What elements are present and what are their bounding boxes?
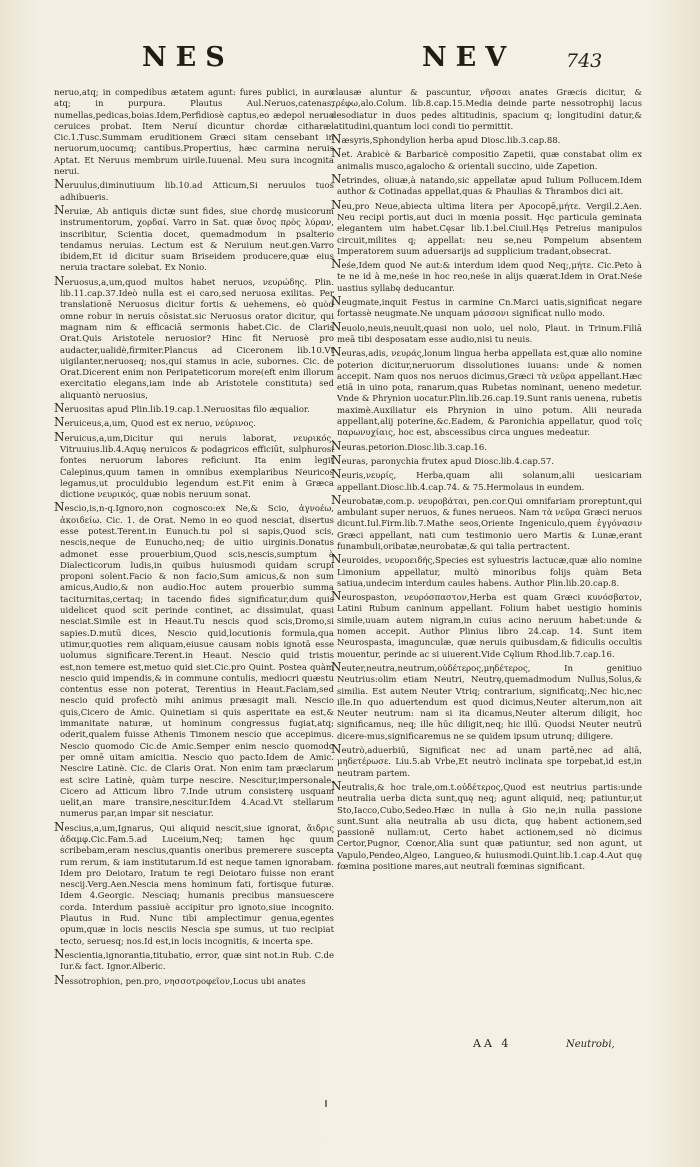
dictionary-entry: Neuroides, νευροειδής,Species est syluestris lactucæ,quæ alio nomine Limonium appellatur, multò minoribus folijs quàm Beta satiua,undecim interdum caules habens. Author Plin.lib.20.cap.8. — [331, 552, 642, 589]
dictionary-entry: Net. Arabicè & Barbaricè compositio Zapetii, quæ constabat olim ex animalis musco,agalocho & orientali succino, uide Zapetion. — [331, 146, 642, 172]
dictionary-entry: Neuras,adis, νευράς,lonum lingua herba appellata est,quæ alio nomine poterion dicitur,neruorum dissolutiones iuuans: unde & nomen accepit. Nam quos nos neruos dicimus,Græci τὰ νεῦρα appellant.Hæc etiā in uino pota, ranarum,quas Rubetas nominant, ueneno medetur. Vnde & Phrynion uocatur.Plin.lib.26.cap.19.Sunt ranis uenena, rubetis maximè.Auxiliatur eis Phrynion in uino potum. Alii neurada appellant,alij poterine,&c.Eadem, & Paronichia appellatur, quod τοῖς παρωνυχίαις, hoc est, abscessibus circa ungues medeatur. — [331, 345, 642, 439]
catchword: Neutrobi, — [566, 1039, 615, 1050]
dictionary-entry: Neu,pro Neue,abiecta ultima litera per Apocopē,μήτε. Vergil.2.Aen. Neu recipi portis,aut duci in mœnia possit. Hęc particula geminata elegantem uim habet.Cęsar lib.1.bel.Ciuil.Hęs Petreius manipulos circuit,milites q; appellat: neu se,neu Pompeium absentem Imperatorem suum aduersarijs ad supplicium tradant,obsecrat. — [331, 197, 642, 257]
dictionary-entry: Neruiæ, Ab antiquis dictæ sunt fides, siue chordę musicorum instrumentorum, χορδαί. Varro in Sat. quæ ὄνος πρὸς λύραν, inscribitur, Scientia docet, quemadmodum in psalterio tendamus neruias. Lectum est & Neruium neut.gen.Varro ibidem,Et id dicitur suam Briseidem producere,quæ eius neruia tractare solebat. Ex Nonio. — [54, 202, 334, 274]
dictionary-entry: Neurobatæ,com.p. νευροβάται, pen.cor.Qui omnifariam proreptunt,qui ambulant super neruos, & funes nerueos. Nam τὰ νεῦρα Græci neruos dicunt.Iul.Firm.lib.7.Mathe seos,Oriente Ingeniculo,quem ἐγγόνασιν Græci appellant, nati cum testimonio uero Martis & Lunæ,erant funambuli,oribatæ,neurobatæ,& qui talia pertractent. — [331, 492, 642, 552]
margin-mark — [325, 1100, 327, 1107]
dictionary-entry: Nescio,is,n-q.Ignoro,non cognosco:ex Ne,& Scio, ἀγνοέω, ἀκοιδείω. Cic. 1. de Orat. Nemo in eo quod nesciat, disertus esse potest.Terent.in Eunuch.tu pol si sapis,Quod scis, nescis,neque de Eunucho,neq; de uitio uirginis.Donatus admonet esse prouerbium,Quod scis,nescis,sumptum à Dialecticorum ludis,in quibus huiusmodi quidam scrupi proponi solent.Facio & non facio,Sum amicus,& non sum amicus,Audio,& non audio.Hoc autem prouerbio summa taciturnitas,certaq; in tacendo fides significatur,dum quis uidelicet quod scit perinde continet, ac dissimulat, quasi nesciat.Simile est in Heaut.Tu nescis quod scis,Dromo,si sapies.D.mutū dices, Nescio quid,locutionis formula,qua utimur,quoties rem aliquam,eiusue causam nobis ignotā esse uolumus significare.Terent.in Heaut. Nescio quid tristis est,non temere est,metuo quid siet.Cic.pro Quint. Postea quàm nescio quid impendis,& in commune contulis, mediocri quæstu contentus esse non poterat, Terentius in Heaut.Faciam,sed nescio quid profectò mihi animus præsagit mali. Nescio quis,Cicero de Amic. Quinetiam si quis asperitate ea est,& immanitate naturæ, ut hominum congressus fugiat,atq; oderit,qualem fuisse Athenis Timonem nescio que accepimus. Nescio quomodo Cic.de Amic.Semper enim nescio quomodo per omnē uitam amicitia. Nescio quo pacto.Idem de Amic. Nescire Latinè. Cic. de Claris Orat. Non enim tam præclarum est scire Latinè, quàm turpe nescire. Nescitur,impersonale. Cicero ad Atticum libro 7.Inde utrum consisterę usquam uelit,an mare transire,nescitur.Idem 4.Acad.Vt stellarum numerus par,an impar sit nesciatur. — [54, 500, 334, 820]
dictionary-entry: Neruosus,a,um,quod multos habet neruos, νευρώδης. Plin. lib.11.cap.37.Ideò nulla est ei caro,sed neruosa exilitas. Per translationē Neruosus dicitur fortis & uehemens, eò quòd omne robur in neruis cōsistat.sic Neruosus orator dicitur, qui magnam nim & efficaciā sermonis habet.Cic. de Claris Orat.Quis Aristotele neruosior? Hinc fit Neruosè pro audacter,ualidè,firmiter.Plancus ad Ciceronem lib.10.Vt uigilanter,neruoseq; nos,qui stamus in acie, subornes. Cic. de Orat.Dicerent enim non Peripateticorum more(eft enim illorum exercitatio elegans,iam inde ab Aristotele constituta) sed aliquantò neruosius, — [54, 273, 334, 401]
dictionary-entry: Neurospaston, νευρόσπαστον,Herba est quam Græci κυνόσβατον, Latini Rubum caninum appellant. Folium habet uestigio hominis simile,uuam autem nigram,in cuius acino neruum habet:unde & nomen accepit. Author Plinius libro 24.cap. 14. Sunt item Neurospasta, imagunculæ, quæ neruis quibusdam,& fidiculis occultis mouentur, perinde ac si uiuerent.Vide Cęlium Rhod.lib.7.cap.16. — [331, 589, 642, 660]
dictionary-entry: Nescientia,ignorantia,titubatio, error, quæ sint not.in Rub. C.de Iur.& fact. Ignor.Alberic. — [54, 946, 334, 973]
dictionary-entry: Neutrò,aduerbiū, Significat nec ad unam partē,nec ad aliā, μηδετέρωσε. Liu.5.ab Vrbe,Et neutrò inclinata spe torpebat,id est,in neutram partem. — [331, 742, 642, 779]
dictionary-entry: Neutralis,& hoc trale,om.t.οὐδέτερος,Quod est neutrius partis:unde neutralia uerba dicta sunt,quę neq; agunt aliquid, neq; patiuntur,ut Sto,Iacco,Cubo,Sedeo.Hæc in nulla à Gio ne,in nulla passione sunt.Sunt alia neutralia ab usu dicta, quę habent actionem,sed passionē nullam:ut, Certo habet actionem,sed nò dicimus Certor,Pugnor, Cœnor,Alia sunt quæ patiuntur, sed non agunt, ut Vapulo,Pendeo,Algeo, Langueo,& huiusmodi.Quint.lib.1.cap.4.Aut quę fœmina positione mares,aut neutrali fœminas significant. — [331, 778, 642, 872]
dictionary-entry: Neuras, paronychia frutex apud Diosc.lib.4.cap.57. — [331, 452, 554, 467]
dictionary-entry: Neuter,neutra,neutrum,οὐδέτερος,μηδέτερος, In genitiuo Neutrius:olim etiam Neutri, Neutrę,quemadmodum Nullus,Solus,& similia. Est autem Neuter Vtriq; contrarium, significatq;.Nec hic,nec ille.In quo aduertendum est quod dicimus,Neuter alterum,non ait Neuter neutrum: nam si ita dicamus,Neuter alterum diligit, hoc significamus, neq; ille hūc diligit,neq; hic illū. Quodsi Neuter neutrū dicere-mus,significaremus ne se quidem ipsum utrunq; diligere. — [331, 659, 642, 742]
dictionary-entry: clausæ aluntur & pascuntur, νῆσσαι anates Græcis dicitur, & τρέφω,alo.Colum. lib.8.cap.15.Media deinde parte nessotrophij lacus desodiatur in duos pedes altitudinis, spacium q; longitudini datur,& latitudini,quantum loci condi tio permittit. — [331, 88, 642, 132]
dictionary-entry: Neugmate,inquit Festus in carmine Cn.Marci uatis,significat negare fortassè neugmate.Ne unquam μάσσονι significat nullo modo. — [331, 294, 642, 320]
right-column — [331, 88, 642, 874]
dictionary-entry: Neuras.petorion.Diosc.lib.3.cap.16. — [331, 438, 487, 453]
dictionary-entry: Neruiceus,a,um, Quod est ex neruo, νεύρινος. — [54, 415, 256, 430]
signature-mark: AA 4 — [473, 1037, 512, 1050]
running-head — [0, 42, 700, 82]
left-guide-word: NES — [142, 42, 234, 73]
dictionary-entry: Neśe,Idem quod Ne aut:& interdum idem quod Neq;,μήτε. Cic.Peto à te ne id à me,neśe in hoc reo,neśe in alijs quærat.Idem in Orat.Neśe uastius syllabę deducantur. — [331, 257, 642, 294]
dictionary-entry: Neruulus,diminutiuum lib.10.ad Atticum,Si neruulos tuos adhibueris. — [54, 177, 334, 203]
left-column — [54, 88, 334, 989]
dictionary-entry: Nessotrophion, pen.pro, νησσοτροφεῖον,Locus ubi anates — [54, 972, 306, 987]
dictionary-entry: Neruicus,a,um,Dicitur qui neruis laborat, νευρικός. Vitruuius.lib.4.Aquę neruicos & podagricos efficiūt, sulphurosi fontes neruorum labores reficiunt. Ita enim legit Calepinus,quum tamen in omnibus exemplaribus Neuricos legamus,ut proculdubio legendum est.Fit enim à Græca dictione νευρικός, quæ nobis neruum sonat. — [54, 429, 334, 501]
page-number: 743 — [566, 50, 603, 72]
dictionary-entry: neruo,atq; in compedibus ætatem agunt: fures publici, in auro atq; in purpura. Plautus Aul.Neruos,catenas, numellas,pedicas,boias.Idem,Perfidiosè captus,eo ædepol neruo ceruices probat. Item Neruí dicuntur chordæ citharæ. Cic.1.Tusc.Summam eruditionem Græci sitam censebant in neruorum,uocumq; cantibus.Propertius, hæc carmina neruis Aptat. Et Neruus membrum uirile.Iuuenal. Meu sura incognita nerui. — [54, 88, 334, 178]
dictionary-entry: Neuris,νευρίς, Herba,quam alii solanum,alii uesicariam appellant.Diosc.lib.4.cap.74. & 75.Hermolaus in eundem. — [331, 467, 642, 493]
right-guide-word: NEV — [422, 42, 516, 73]
dictionary-entry: Netrindes, oliuæ,à natando,sic appellatæ apud Iulium Pollucem.Idem author & Cotinadas appellat,quas & Phaulias & Thrambos dici ait. — [331, 172, 642, 198]
dictionary-entry: Neuolo,neuis,neuult,quasi non uolo, uel nolo, Plaut. in Trinum.Filiā meā tibi desposatam esse audio,nisi tu neuis. — [331, 319, 642, 345]
dictionary-entry: Nescius,a,um,Ignarus, Qui aliquid nescit,siue ignorat, ἄιδρις ἀδαμφ.Cic.Fam.5.ad Luceium,Neq; tamen hęc quum scribebam,eram nescius,quantis oneribus premerere suscepta rum rerum, & iam institutarum.Id est neque tamen ignorabam. Idem pro Deiotaro, Iratum te regi Deiotaro fuisse non erant nescij.Verg.Aen.Nescia mens hominum fati, fortisque futuræ. Idem 4.Georgic. Nesciaq; humanis precibus mansuescere corda. Interdum passiuè accipitur pro ignoto,siue incognito. Plautus in Rud. Nunc tibi amplectimur genua,egentes opum,quæ in locis nesciis Nescia spe sumus, ut tuo recipiat tecto, seruesq; nos.Id est,in locis incognitis, & incerta spe. — [54, 819, 334, 947]
dictionary-entry: Næsyris,Sphondylion herba apud Diosc.lib.3.cap.88. — [331, 132, 561, 147]
dictionary-entry: Neruositas apud Plin.lib.19.cap.1.Neruositas filo æqualior. — [54, 401, 310, 416]
